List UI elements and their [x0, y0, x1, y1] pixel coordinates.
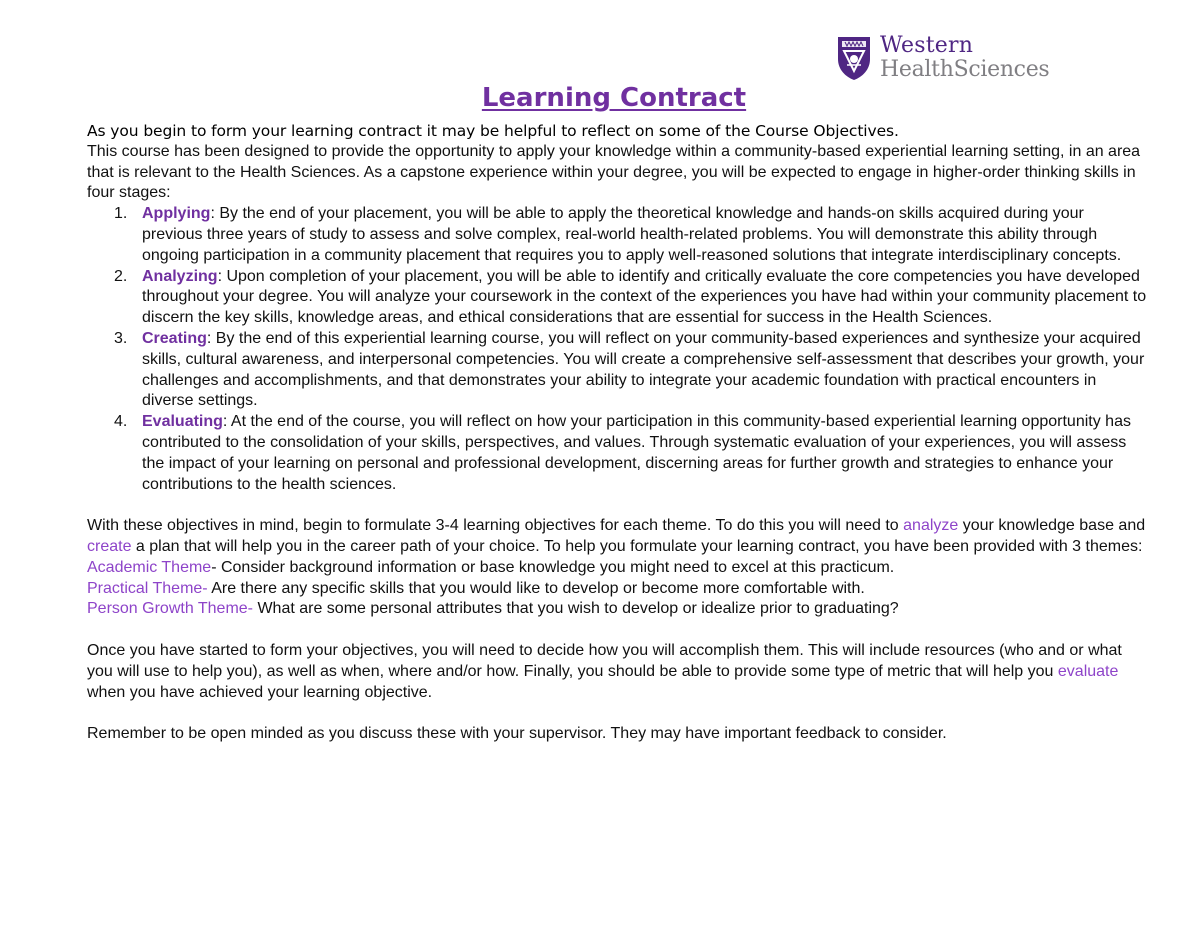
evaluate-keyword: evaluate	[1057, 662, 1119, 680]
logo-line-western: Western	[880, 33, 974, 58]
spacer	[87, 620, 1147, 641]
spacer	[87, 703, 1147, 724]
western-health-sciences-logo	[836, 33, 1066, 83]
list-item	[87, 329, 1147, 412]
accomplish-text-2: when you have achieved your learning objective.	[87, 683, 433, 701]
objective-text: : By the end of this experiential learning course, you will reflect on your community-based experiences and synthesize your acquired skills, cultural awareness, and interpersonal competencies. You will create a comprehensive self-assessment that describes your growth, your challenges and accomplishments, and that demonstrates your ability to integrate your academic foundation with practical encounters in diverse settings.	[142, 329, 1145, 410]
objective-term: Applying	[142, 205, 211, 223]
list-number: 3.	[114, 329, 128, 347]
theme-text: Are there any specific skills that you would like to develop or become more comfortable with.	[207, 579, 865, 597]
formulate-text-1: With these objectives in mind, begin to formulate 3-4 learning objectives for each theme. To do this you will need to	[87, 517, 904, 535]
objective-text: : Upon completion of your placement, you will be able to identify and critically evaluate the core competencies you have developed throughout your degree. You will analyze your coursework in the context of the experiences you have had within your community placement to discern the key skills, knowledge areas, and ethical considerations that are essential for success in the Health Sciences.	[142, 267, 1147, 327]
spacer	[87, 495, 1147, 516]
theme-label: Person Growth Theme-	[87, 600, 253, 618]
theme-label: Academic Theme	[87, 558, 212, 576]
course-objectives-list	[87, 204, 1147, 495]
page-title: Learning Contract	[481, 83, 747, 113]
accomplish-paragraph	[87, 641, 1147, 703]
list-number: 4.	[114, 413, 128, 431]
formulate-text-3: a plan that will help you in the career path of your choice. To help you formulate your learning contract, you have been provided with 3 themes:	[131, 537, 1143, 555]
objective-term: Creating	[142, 329, 207, 347]
university-crest-icon	[836, 35, 872, 81]
document-body	[87, 121, 1147, 745]
theme-label: Practical Theme-	[87, 579, 208, 597]
formulate-text-2: your knowledge base and	[958, 517, 1146, 535]
theme-text: - Consider background information or base knowledge you might need to excel at this practicum.	[211, 558, 895, 576]
theme-personal-growth	[87, 599, 1147, 620]
list-item	[87, 204, 1147, 266]
theme-text: What are some personal attributes that you wish to develop or idealize prior to graduating?	[253, 600, 899, 618]
objective-text: : By the end of your placement, you will be able to apply the theoretical knowledge and hands-on skills acquired during your previous three years of study to assess and solve complex, real-world health-related problems. You will demonstrate this ability through ongoing participation in a community placement that requires you to apply well-reasoned solutions that integrate interdisciplinary concepts.	[142, 205, 1122, 264]
list-item	[87, 412, 1147, 495]
formulate-paragraph	[87, 516, 1147, 558]
logo-wordmark	[880, 35, 1049, 81]
analyze-keyword: analyze	[903, 517, 959, 535]
list-number: 2.	[114, 267, 128, 285]
objective-term: Analyzing	[142, 267, 218, 285]
intro-paragraph: This course has been designed to provide the opportunity to apply your knowledge within a community-based experiential learning setting, in an area that is relevant to the Health Sciences. As a capstone experience within your degree, you will be expected to engage in higher-order thinking skills in four stages:	[87, 142, 1141, 202]
theme-practical	[87, 579, 1147, 600]
subheading: As you begin to form your learning contract it may be helpful to reflect on some of the Course Objectives.	[87, 122, 899, 140]
objective-term: Evaluating	[142, 413, 223, 431]
accomplish-text-1: Once you have started to form your objectives, you will need to decide how you will accomplish them. This will include resources (who and or what you will use to help you), as well as when, where and/or how. Finally, you should be able to provide some type of metric that will help you	[87, 641, 1122, 680]
list-number: 1.	[114, 205, 128, 223]
create-keyword: create	[87, 537, 132, 555]
theme-academic	[87, 558, 1147, 579]
objective-text: : At the end of the course, you will reflect on how your participation in this community-based experiential learning opportunity has contributed to the consolidation of your skills, perspectives, and values. Through systematic evaluation of your experiences, you will assess the impact of your learning on personal and professional development, discerning areas for further growth and strategies to enhance your contributions to the health sciences.	[142, 413, 1131, 493]
closing-paragraph: Remember to be open minded as you discuss these with your supervisor. They may have important feedback to consider.	[87, 725, 947, 743]
logo-line-health-sciences: HealthSciences	[880, 57, 1050, 82]
list-item	[87, 267, 1147, 329]
